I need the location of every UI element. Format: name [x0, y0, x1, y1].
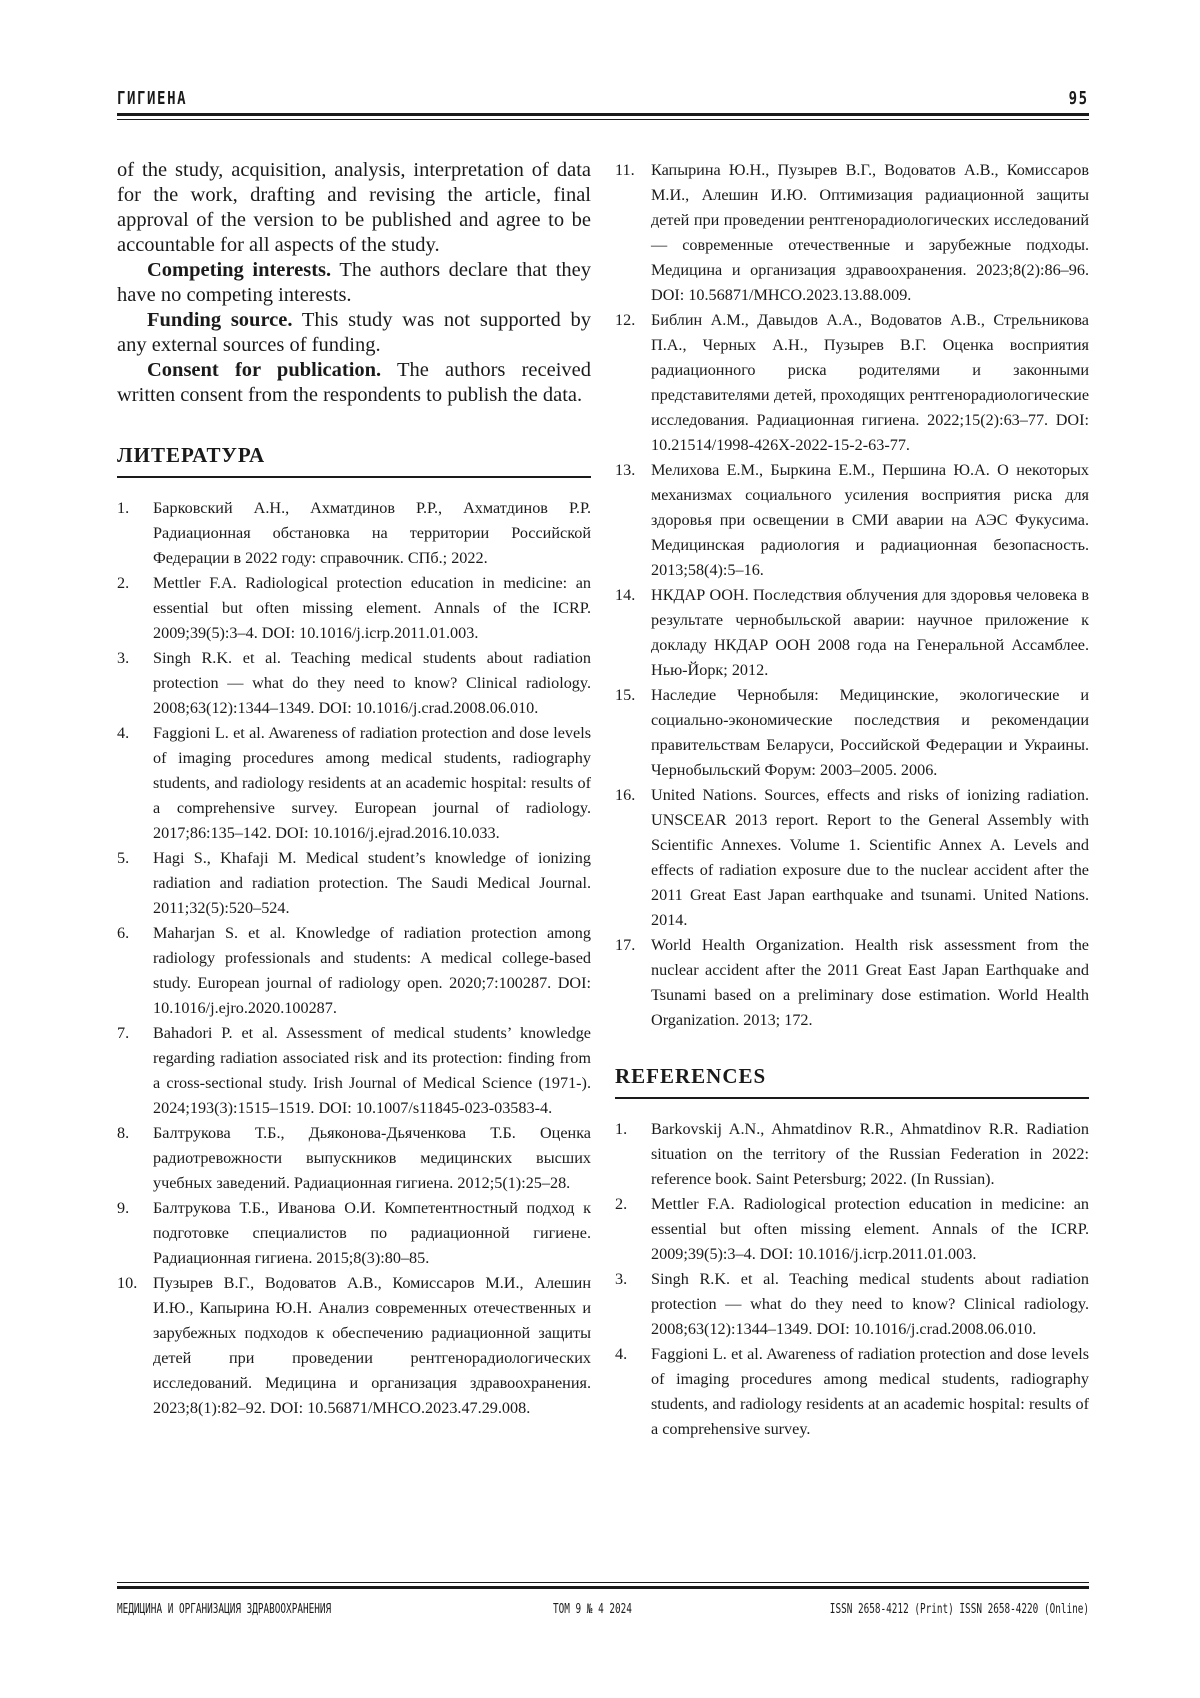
footer-issue: ТОМ 9 № 4 2024	[553, 1602, 632, 1617]
page-number: 95	[1068, 88, 1089, 109]
reference-item: 9. Балтрукова Т.Б., Иванова О.И. Компетентностный подход к подготовке специалистов по радиационной гигиене. Радиационная гигиена. 2015;8(3):80–85.	[117, 1199, 591, 1267]
reference-item: 1. Barkovskij A.N., Ahmatdinov R.R., Ahmatdinov R.R. Radiation situation on the territory of the Russian Federation in 2022: reference book. Saint Petersburg; 2022. (In Russian).	[615, 1120, 1089, 1188]
reference-item: 3. Singh R.K. et al. Teaching medical students about radiation protection — what do they need to know? Clinical radiology. 2008;63(12):1344–1349. DOI: 10.1016/j.crad.2008.06.010.	[117, 649, 591, 717]
reference-item: 15. Наследие Чернобыля: Медицинские, экологические и социально-экономические последствия и рекомендации правительствам Беларуси, Российской Федерации и Украины. Чернобыльский Форум: 2003–2005. 2006.	[615, 686, 1089, 779]
reference-item: 16. United Nations. Sources, effects and risks of ionizing radiation. UNSCEAR 2013 report. Report to the General Assembly with Scientific Annexes. Volume 1. Scientific Annex A. Levels and effects of radiation exposure due to the nuclear accident after the 2011 Great East Japan earthquake and tsunami. United Nations. 2014.	[615, 786, 1089, 929]
reference-item: 2. Mettler F.A. Radiological protection education in medicine: an essential but often missing element. Annals of the ICRP. 2009;39(5):3–4. DOI: 10.1016/j.icrp.2011.01.003.	[117, 574, 591, 642]
reference-item: 1. Барковский А.Н., Ахматдинов Р.Р., Ахматдинов Р.Р. Радиационная обстановка на территории Российской Федерации в 2022 году: справочник. СПб.; 2022.	[117, 499, 591, 567]
reference-item: 4. Faggioni L. et al. Awareness of radiation protection and dose levels of imaging procedures among medical students, radiography students, and radiology residents at an academic hospital: results of a comprehensive survey.	[615, 1345, 1089, 1438]
page-header	[117, 88, 1089, 118]
reference-item: 7. Bahadori P. et al. Assessment of medical students’ knowledge regarding radiation associated risk and its protection: finding from a cross-sectional study. Irish Journal of Medical Science (1971-). 2024;193(3):1515–1519. DOI: 10.1007/s11845-023-03583-4.	[117, 1024, 591, 1117]
references-heading: REFERENCES	[615, 1064, 767, 1088]
consent-paragraph: Consent for publication. The authors received written consent from the respondents to publish the data.	[117, 359, 591, 406]
left-column	[117, 158, 591, 1421]
funding-source-paragraph: Funding source. This study was not supported by any external sources of funding.	[117, 309, 591, 356]
footer-journal-name: МЕДИЦИНА И ОРГАНИЗАЦИЯ ЗДРАВООХРАНЕНИЯ	[117, 1602, 332, 1617]
reference-item: 12. Библин А.М., Давыдов А.А., Водоватов А.В., Стрельникова П.А., Черных А.Н., Пузырев В.Г. Оценка восприятия радиационного риска родителями и законными представителями детей, проходящих рентгенорадиологические исследования. Радиационная гигиена. 2022;15(2):63–77. DOI: 10.21514/1998-426X-2022-15-2-63-77.	[615, 311, 1089, 454]
footer-issn: ISSN 2658-4212 (Print) ISSN 2658-4220 (Online)	[829, 1602, 1089, 1617]
right-column	[615, 158, 1089, 1442]
reference-item: 10. Пузырев В.Г., Водоватов А.В., Комиссаров М.И., Алешин И.Ю., Капырина Ю.Н. Анализ современных отечественных и зарубежных подходов к обеспечению радиационной защиты детей при проведении рентгенорадиологических исследований. Медицина и организация здравоохранения. 2023;8(1):82–92. DOI: 10.56871/MHCO.2023.47.29.008.	[117, 1274, 591, 1417]
reference-item: 17. World Health Organization. Health risk assessment from the nuclear accident after the 2011 Great East Japan Earthquake and Tsunami based on a preliminary dose estimation. World Health Organization. 2013; 172.	[615, 936, 1089, 1029]
literature-heading: ЛИТЕРАТУРА	[117, 443, 266, 467]
literature-list-continued	[615, 158, 1089, 1033]
page-footer	[117, 1582, 1089, 1622]
reference-item: 5. Hagi S., Khafaji M. Medical student’s knowledge of ionizing radiation and radiation protection. The Saudi Medical Journal. 2011;32(5):520–524.	[117, 849, 591, 917]
footer-rule-thin	[117, 1582, 1089, 1583]
journal-section: ГИГИЕНА	[117, 88, 188, 109]
reference-item: 6. Maharjan S. et al. Knowledge of radiation protection among radiology professionals and students: A medical college-based study. European journal of radiology open. 2020;7:100287. DOI: 10.1016/j.ejro.2020.100287.	[117, 924, 591, 1017]
body-paragraph: of the study, acquisition, analysis, interpretation of data for the work, drafting and revising the article, final approval of the version to be published and agree to be accountable for all aspects of the study.	[117, 159, 591, 256]
footer-rule-thick	[117, 1586, 1089, 1589]
literature-rule	[117, 476, 591, 478]
references-list	[615, 1117, 1089, 1442]
reference-item: 4. Faggioni L. et al. Awareness of radiation protection and dose levels of imaging procedures among medical students, radiography students, and radiology residents at an academic hospital: results of a comprehensive survey. European journal of radiology. 2017;86:135–142. DOI: 10.1016/j.ejrad.2016.10.033.	[117, 724, 591, 842]
reference-item: 11. Капырина Ю.Н., Пузырев В.Г., Водоватов А.В., Комиссаров М.И., Алешин И.Ю. Оптимизация радиационной защиты детей при проведении рентгенорадиологических исследований — современные отечественные и зарубежные подходы. Медицина и организация здравоохранения. 2023;8(2):86–96. DOI: 10.56871/MHCO.2023.13.88.009.	[615, 161, 1089, 304]
consent-label: Consent for publication.	[147, 359, 382, 381]
literature-list	[117, 496, 591, 1421]
competing-interests-label: Competing interests.	[147, 259, 332, 281]
competing-interests-paragraph: Competing interests. The authors declare that they have no competing interests.	[117, 259, 591, 306]
reference-item: 13. Мелихова Е.М., Быркина Е.М., Першина Ю.А. О некоторых механизмах социального усиления восприятия риска для здоровья при освещении в СМИ аварии на АЭС Фукусима. Медицинская радиология и радиационная безопасность. 2013;58(4):5–16.	[615, 461, 1089, 579]
reference-item: 2. Mettler F.A. Radiological protection education in medicine: an essential but often missing element. Annals of the ICRP. 2009;39(5):3–4. DOI: 10.1016/j.icrp.2011.01.003.	[615, 1195, 1089, 1263]
funding-source-label: Funding source.	[147, 309, 293, 331]
reference-item: 14. НКДАР ООН. Последствия облучения для здоровья человека в результате чернобыльской аварии: научное приложение к докладу НКДАР ООН 2008 года на Генеральной Ассамблее. Нью-Йорк; 2012.	[615, 586, 1089, 679]
references-rule	[615, 1097, 1089, 1099]
reference-item: 3. Singh R.K. et al. Teaching medical students about radiation protection — what do they need to know? Clinical radiology. 2008;63(12):1344–1349. DOI: 10.1016/j.crad.2008.06.010.	[615, 1270, 1089, 1338]
header-rule-thin	[117, 119, 1089, 120]
header-rule-thick	[117, 113, 1089, 116]
reference-item: 8. Балтрукова Т.Б., Дьяконова-Дьяченкова Т.Б. Оценка радиотревожности выпускников медицинских высших учебных заведений. Радиационная гигиена. 2012;5(1):25–28.	[117, 1124, 591, 1192]
